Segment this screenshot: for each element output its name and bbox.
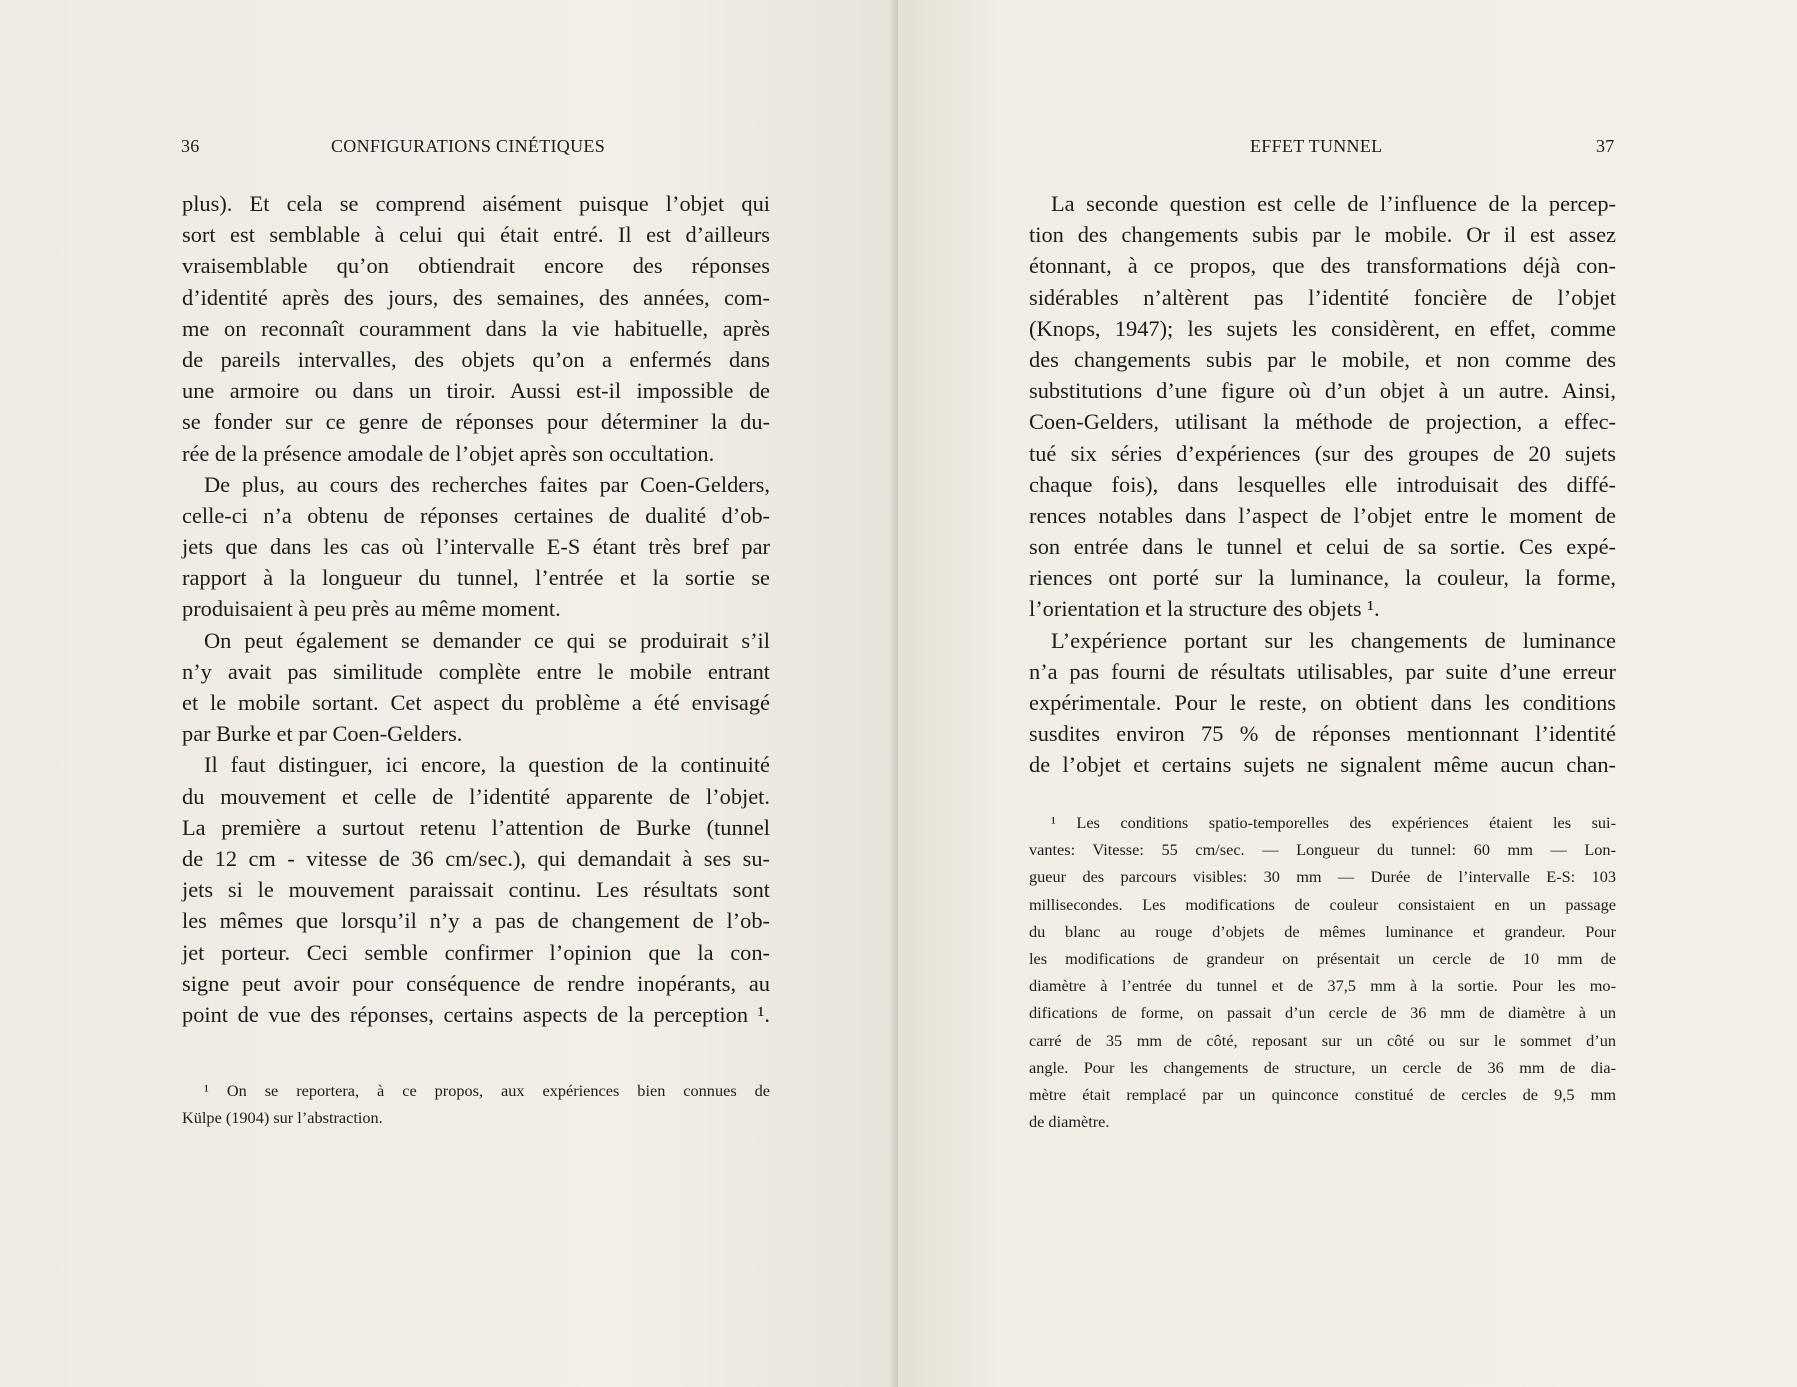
text-line: L’expérience portant sur les changements de luminance (1051, 627, 1616, 653)
footnote-line: de diamètre. (1029, 1112, 1110, 1132)
text-line: rapport à la longueur du tunnel, l’entrée et la sortie se (182, 565, 770, 591)
running-head: EFFET TUNNEL (1250, 136, 1383, 156)
text-line: de pareils intervalles, des objets qu’on a enfermés dans (182, 346, 770, 372)
text-line: sidérables n’altèrent pas l’identité foncière de l’objet (1029, 284, 1616, 310)
text-line: jets si le mouvement paraissait continu. Les résultats sont (182, 877, 770, 903)
right-page (898, 0, 1797, 1387)
text-line: signe peut avoir pour conséquence de rendre inopérants, au (182, 970, 770, 996)
body-text (1029, 188, 1616, 781)
running-head: CONFIGURATIONS CINÉTIQUES (331, 136, 606, 156)
text-line: On peut également se demander ce qui se produirait s’il (204, 627, 770, 653)
paragraph (182, 188, 770, 469)
text-line: de 12 cm - vitesse de 36 cm/sec.), qui demandait à ses su- (182, 845, 770, 871)
text-line: des changements subis par le mobile, et non comme des (1029, 346, 1616, 372)
text-line: sort est semblable à celui qui était entré. Il est d’ailleurs (182, 222, 770, 248)
footnote-line: du blanc au rouge d’objets de mêmes luminance et grandeur. Pour (1029, 921, 1616, 941)
paragraph (182, 469, 770, 625)
text-line: susdites environ 75 % de réponses mentionnant l’identité (1029, 721, 1616, 747)
paragraph (1029, 188, 1616, 625)
text-line: point de vue des réponses, certains aspects de la perception ¹. (182, 1001, 770, 1027)
text-line: (Knops, 1947); les sujets les considèrent, en effet, comme (1029, 315, 1616, 341)
footnote-line: ¹ On se reportera, à ce propos, aux expériences bien connues de (204, 1081, 770, 1100)
text-line: par Burke et par Coen-Gelders. (182, 721, 463, 747)
page-number: 37 (1596, 136, 1615, 156)
text-line: rences notables dans l’aspect de l’objet entre le moment de (1029, 502, 1616, 528)
text-line: vraisemblable qu’on obtiendrait encore des réponses (182, 253, 770, 279)
text-line: expérimentale. Pour le reste, on obtient dans les conditions (1029, 690, 1616, 715)
text-line: du mouvement et celle de l’identité apparente de l’objet. (182, 783, 770, 809)
text-line: n’y avait pas similitude complète entre le mobile entrant (182, 658, 770, 684)
text-line: jets que dans les cas où l’intervalle E-S étant très bref par (182, 534, 770, 560)
text-line: une armoire ou dans un tiroir. Aussi est-il impossible de (182, 378, 770, 404)
text-line: riences ont porté sur la luminance, la couleur, la forme, (1029, 565, 1616, 591)
text-line: me on reconnaît couramment dans la vie habituelle, après (182, 315, 770, 341)
left-page (0, 0, 896, 1387)
footnote-line: ¹ Les conditions spatio-temporelles des expériences étaient les sui- (1051, 813, 1616, 832)
footnote-line: difications de forme, on passait d’un cercle de 36 mm de diamètre à un (1029, 1003, 1616, 1023)
footnote-line: Külpe (1904) sur l’abstraction. (182, 1108, 383, 1128)
text-line: son entrée dans le tunnel et celui de sa sortie. Ces expé- (1029, 534, 1616, 560)
paragraph (182, 625, 770, 750)
footnote-line: diamètre à l’entrée du tunnel et de 37,5 mm à la sortie. Pour les mo- (1029, 976, 1616, 996)
footnote-line: carré de 35 mm de côté, reposant sur un côté ou sur le sommet d’un (1029, 1030, 1616, 1050)
text-line: chaque fois), dans lesquelles elle introduisait des diffé- (1029, 471, 1616, 497)
text-line: rée de la présence amodale de l’objet après son occultation. (182, 440, 715, 466)
text-line: d’identité après des jours, des semaines, des années, com- (182, 284, 770, 310)
text-line: La seconde question est celle de l’influence de la percep- (1051, 191, 1616, 216)
text-line: La première a surtout retenu l’attention de Burke (tunnel (182, 814, 770, 840)
footnote-line: gueur des parcours visibles: 30 mm — Durée de l’intervalle E-S: 103 (1029, 867, 1616, 887)
footnote-line: vantes: Vitesse: 55 cm/sec. — Longueur du tunnel: 60 mm — Lon- (1029, 840, 1616, 860)
text-line: étonnant, à ce propos, que des transformations déjà con- (1029, 253, 1616, 279)
paragraph (182, 749, 770, 1030)
text-line: Il faut distinguer, ici encore, la question de la continuité (204, 752, 770, 778)
page-number: 36 (181, 136, 200, 156)
body-text (182, 188, 770, 1030)
text-line: Coen-Gelders, utilisant la méthode de projection, a effec- (1029, 409, 1616, 435)
text-line: jet porteur. Ceci semble confirmer l’opinion que la con- (182, 939, 770, 965)
footnote-line: angle. Pour les changements de structure, un cercle de 36 mm de dia- (1029, 1057, 1616, 1077)
footnote-line: mètre était remplacé par un quinconce constitué de cercles de 9,5 mm (1029, 1084, 1616, 1104)
footnote (1029, 809, 1616, 1135)
text-line: tion des changements subis par le mobile. Or il est assez (1029, 222, 1616, 248)
text-line: n’a pas fourni de résultats utilisables, par suite d’une erreur (1029, 658, 1616, 684)
text-line: l’orientation et la structure des objets ¹. (1029, 596, 1380, 622)
text-line: tué six séries d’expériences (sur des groupes de 20 sujets (1029, 440, 1616, 466)
footnote (182, 1077, 770, 1131)
text-line: De plus, au cours des recherches faites par Coen-Gelders, (204, 471, 770, 497)
paragraph (1029, 625, 1616, 781)
text-line: plus). Et cela se comprend aisément puisque l’objet qui (182, 191, 770, 216)
footnote-line: les modifications de grandeur on présentait un cercle de 10 mm de (1029, 948, 1616, 968)
text-line: de l’objet et certains sujets ne signalent même aucun chan- (1029, 752, 1616, 778)
text-line: et le mobile sortant. Cet aspect du problème a été envisagé (182, 690, 770, 715)
text-line: substitutions d’une figure où d’un objet à un autre. Ainsi, (1029, 378, 1616, 404)
text-line: produisaient à peu près au même moment. (182, 596, 561, 622)
footnote-line: millisecondes. Les modifications de couleur consistaient en un passage (1029, 894, 1616, 914)
text-line: celle-ci n’a obtenu de réponses certaines de dualité d’ob- (182, 502, 770, 528)
text-line: se fonder sur ce genre de réponses pour déterminer la du- (182, 409, 770, 435)
text-line: les mêmes que lorsqu’il n’y a pas de changement de l’ob- (182, 908, 770, 934)
